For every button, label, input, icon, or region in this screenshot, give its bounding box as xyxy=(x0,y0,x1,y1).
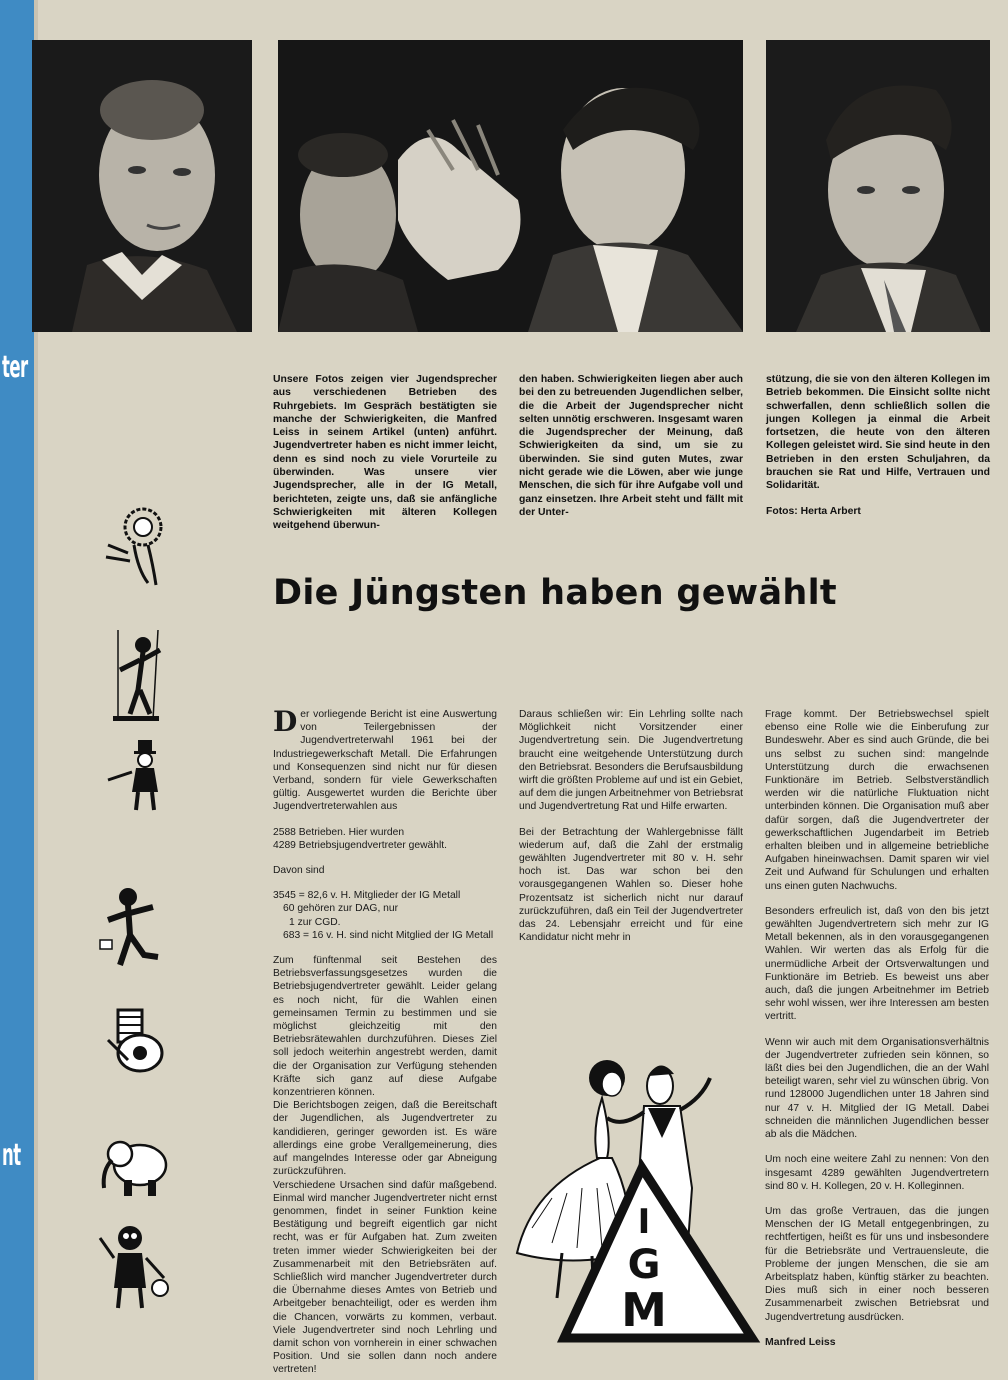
dancer-cartoon-icon xyxy=(98,885,172,977)
article-paragraph: Besonders erfreulich ist, daß von den bis jetzt gewählten Jugendvertretern sich mehr zur IG Metall bekennen, als in den vorausgegangenen Wahlen. Wir werten das als Erfolg für die unermüdliche Arbeit der Ortsverwaltungen und Funktionäre im Betrieb. Es beweist uns aber auch, daß die jungen Arbeitnehmer im Betrieb sehr wohl wissen, wer ihre Interessen am besten vertritt. xyxy=(765,905,989,1023)
photo-youth-speaker-1 xyxy=(32,40,252,332)
article-column-3 xyxy=(765,708,989,1336)
photo-credit: Fotos: Herta Arbert xyxy=(766,505,861,517)
article-paragraph: Die Berichtsbogen zeigen, daß die Bereitschaft der Jugendlichen, als Jugendvertreter zu kandidieren, geringer geworden ist. Es wäre allerdings eine grobe Verallgemeinerung, dies auf mangelndes Interesse oder gar Abneigung zurückzuführen. xyxy=(273,1100,497,1178)
stat-line: 2588 Betrieben. Hier wurden xyxy=(273,826,405,838)
elephant-cartoon-icon xyxy=(98,1130,172,1200)
spine-text-top: ter xyxy=(2,350,28,385)
igm-letter: M xyxy=(621,1283,667,1337)
stat-line: 4289 Betriebsjugendvertreter gewählt. xyxy=(273,839,448,851)
photo-caption-col-1: Unsere Fotos zeigen vier Jugendsprecher aus verschiedenen Betrieben des Ruhrgebiets. Im Gespräch bestätigten sie manche der Schwierigkeiten, die Manfred Leiss in seinem Artikel (unten) anführt. Jugendvertreter haben es nicht immer leicht, denn es sind noch zu viele Vorurteile zu überwinden. Was unsere vier Jugendsprecher, alle in der IG Metall, berichteten, zeigte uns, daß sie anfängliche Schwierigkeiten mit älteren Kollegen weitgehend überwun- xyxy=(273,374,497,532)
article-headline: Die Jüngsten haben gewählt xyxy=(273,573,837,613)
lion-cartoon-icon xyxy=(98,505,172,589)
swing-acrobat-cartoon-icon xyxy=(98,630,172,730)
photo-caption-text: stützung, die sie von den älteren Kollegen im Betrieb bekommen. Die Einsicht sollte nicht schwerfallen, denn schließlich sollen die jungen Kollegen ja einmal die Arbeit fortsetzen, die heute von den älteren Kollegen geleistet wird. Sie sind heute in den Betrieben in den ersten Schuljahren, da brauchen sie Rat und Hilfe, Vertrauen und Solidarität. xyxy=(766,374,990,492)
photo-caption-col-2: den haben. Schwierigkeiten liegen aber auch bei den zu betreuenden Jugendlichen selber, die die Arbeit der Jugendsprecher nicht selten unnötig erschweren. Insgesamt waren die Jugendsprecher der Meinung, daß Schwierigkeiten da sind, um sie zu überwinden. Sie sind guten Mutes, zwar nicht gerade wie die Löwen, aber wie junge Menschen, die sich für ihre Aufgabe voll und ganz einsetzen. Ihre Arbeit steht und fällt mit der Unter- xyxy=(519,374,743,518)
drop-cap: D xyxy=(273,705,298,738)
article-paragraph: Verschiedene Ursachen sind dafür maßgebend. Einmal wird mancher Jugendvertreter nicht ernst genommen, findet in seiner Funktion keine Bestätigung und begreift eigentlich gar nicht recht, was er für Aufgaben hat. Zum zweiten treten immer wieder Schwierigkeiten bei der Zusammenarbeit mit den Betriebsräten auf. Schließlich wird mancher Jugendvertreter durch die Übernahme dieses Amtes von Betrieb und Arbeitgeber benachteiligt, oder es werden ihm die Chancen, vorwärts zu kommen, verbaut. Viele Jugendvertreter sind noch Lehrling und damit schon von vornherein in einer schwachen Position. Und sie sollen dann noch andere vertreten! xyxy=(273,1179,497,1376)
igm-letter: I xyxy=(637,1202,651,1242)
article-column-2 xyxy=(519,708,743,956)
photo-youth-speaker-4 xyxy=(766,40,990,332)
stat-line: Davon sind xyxy=(273,865,325,877)
photo-youth-speakers-2-3 xyxy=(278,40,743,332)
article-column-1 xyxy=(273,705,497,1377)
stat-line: 3545 = 82,6 v. H. Mitglieder der IG Metall xyxy=(273,890,461,902)
band-leader-cartoon-icon xyxy=(98,1218,172,1310)
igm-letter: G xyxy=(627,1242,661,1288)
article-paragraph: Bei der Betrachtung der Wahlergebnisse fällt wiederum auf, daß die Zahl der erstmalig gewählten Jugendvertreter mit 80 v. H. sehr hoch ist. Das war schon bei den vorausgegangenen Wahlen so. Dieser hohe Prozentsatz ist sicherlich nicht nur darauf zurückzuführen, daß ein Teil der Jugendvertreter das 24. Lebensjahr erreicht und für eine Kandidatur nicht mehr in xyxy=(519,826,743,944)
igm-dancing-couple-illustration xyxy=(512,1048,772,1348)
drummer-cartoon-icon xyxy=(98,1005,172,1077)
article-paragraph: Um noch eine weitere Zahl zu nennen: Von den insgesamt 4289 gewählten Jugendvertretern sind 80 v. H. Kollegen, 20 v. H. Kolleginnen. xyxy=(765,1154,989,1192)
stat-line: 1 zur CGD. xyxy=(289,916,341,928)
stat-line: 683 = 16 v. H. sind nicht Mitglied der IG Metall xyxy=(283,929,494,941)
article-paragraph: Um das große Vertrauen, das die jungen Menschen der IG Metall entgegenbringen, zu rechtfertigen, heißt es für uns und insbesondere für die Betriebsräte und Vertrauensleute, die Probleme der jungen Menschen, die sie am Arbeitsplatz haben, künftig stärker zu beachten. Dies muß sich in einer noch besseren Zusammenarbeit zwischen Betriebsrat und Jugendvertretung ausdrücken. xyxy=(765,1205,989,1323)
top-hat-gentleman-cartoon-icon xyxy=(98,740,172,812)
article-paragraph: Zum fünftenmal seit Bestehen des Betriebsverfassungsgesetzes wurden die Betriebsjugendvertreter gewählt. Leider gelang es noch nicht, für die Wahlen einen gemeinsamen Termin zu bestimmen und sie möglichst gleichzeitig mit den Betriebsrätewahlen durchzuführen. Dieses Ziel soll jedoch weiterhin angestrebt werden, damit die der Organisation zur Verfügung stehenden Kräfte sich ganz auf diese Aufgabe konzentrieren können. xyxy=(273,955,497,1099)
article-author: Manfred Leiss xyxy=(765,1336,836,1348)
stat-line: 60 gehören zur DAG, nur xyxy=(283,903,399,915)
article-intro: er vorliegende Bericht ist eine Auswertung von Teilergebnissen der Jugendvertreterwahl 1961 bei der Industriegewerkschaft Metall. Die Erfahrungen und Konsequenzen sind nicht nur für diesen Verband, sondern für viele Gewerkschaften gültig. Ausgewertet wurden die Berichte über Jugendvertreterwahlen aus xyxy=(273,709,497,813)
statistics-block xyxy=(273,826,497,942)
article-paragraph: Frage kommt. Der Betriebswechsel spielt ebenso eine Rolle wie die Einberufung zur Bundeswehr. Aber es sind auch Gründe, die bei uns selbst zu suchen sind: mangelnde Unterstützung durch die erwachsenen Funktionäre im Betrieb. Selbstverständlich werden wir die natürliche Fluktuation nicht unterbinden können. Die Organisation muß aber dafür sorgen, daß die Jugendvertreter der gewerkschaftlichen Jugendarbeit im Betrieb erhalten bleiben und in allgemeine betriebliche Aufgaben hineinwachsen. Damit sparen wir viel Zeit und Aufwand für Schulungen und erhalten uns einen guten Nachwuchs. xyxy=(765,709,989,892)
spine-text-bottom: nt xyxy=(2,1138,21,1173)
article-paragraph: Wenn wir auch mit dem Organisationsverhältnis der Jugendvertreter zufrieden sein können, so läßt dies bei den Jugendlichen, die an der Wahl beteiligt waren, sehr viel zu wünschen übrig. Von rund 128000 Jugendlichen unter 18 Jahren sind nur 47 v. H. Mitglied der IG Metall. Dabei schneiden die männlichen Jugendlichen besser ab als die Mädchen. xyxy=(765,1036,989,1141)
article-paragraph: Daraus schließen wir: Ein Lehrling sollte nach Möglichkeit nicht Vorsitzender einer Jugendvertretung sein. Die Jugendvertretung braucht eine weitgehende Unterstützung durch den Betriebsrat. Besonders die Berufsausbildung wirft die größten Probleme auf und ist ein Gebiet, auf dem die jungen Arbeitnehmer von Betriebsrat und Jugendvertretung Rat und Hilfe erwarten. xyxy=(519,709,743,813)
photo-caption-col-3 xyxy=(766,373,990,518)
